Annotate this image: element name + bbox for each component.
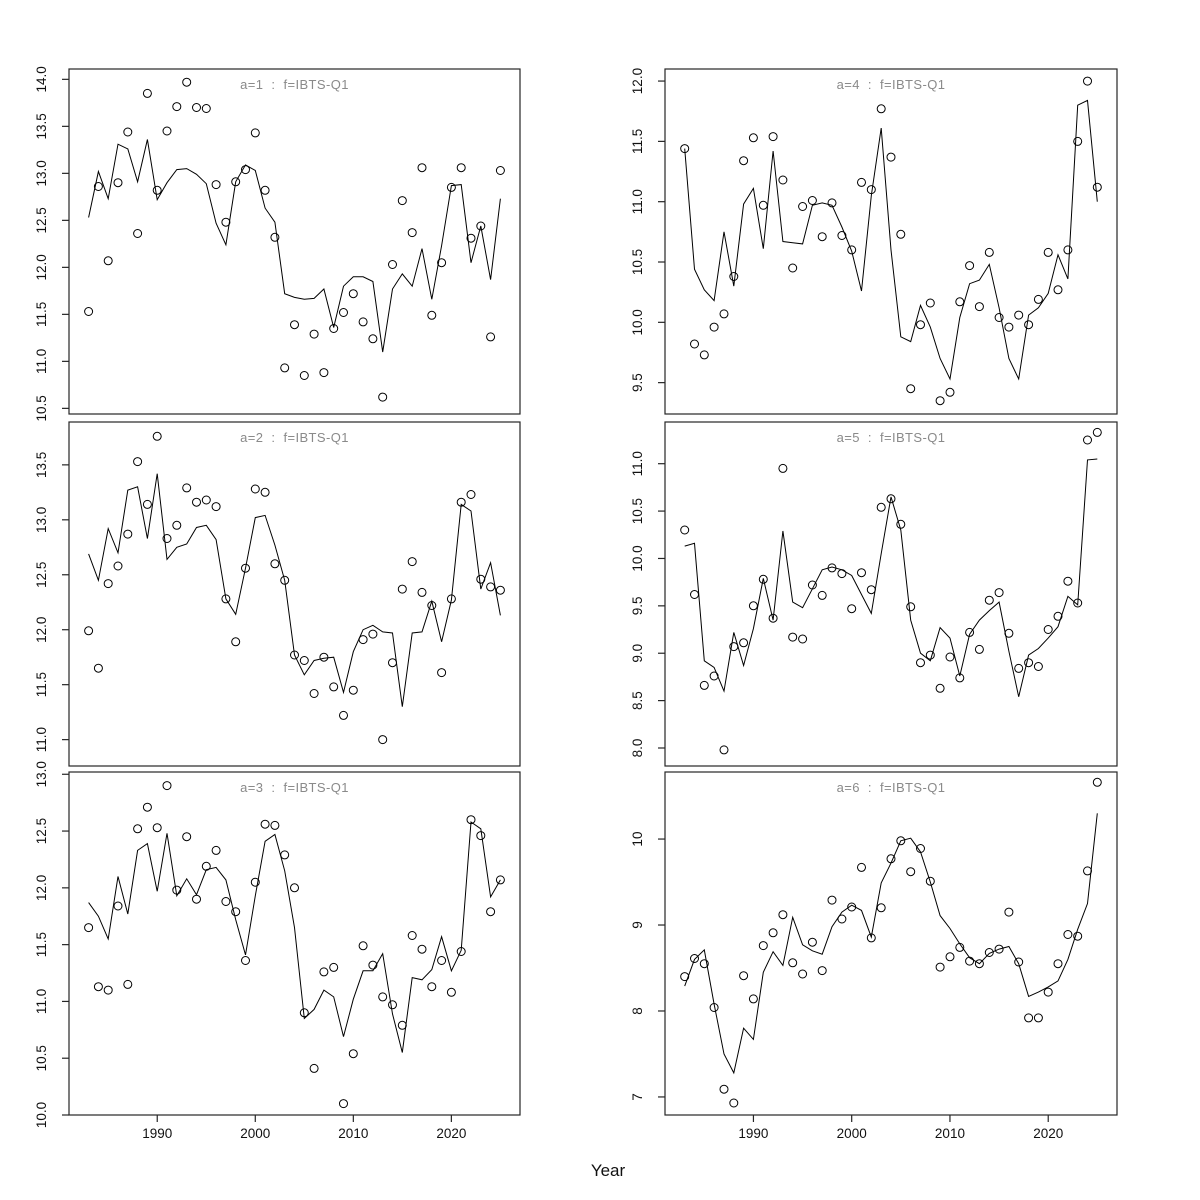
obs-point xyxy=(1054,286,1062,294)
obs-point xyxy=(163,127,171,135)
obs-point xyxy=(359,942,367,950)
panel-box xyxy=(69,772,520,1115)
fit-line xyxy=(685,813,1098,1073)
obs-point xyxy=(340,711,348,719)
obs-point xyxy=(369,630,377,638)
obs-point xyxy=(457,164,465,172)
obs-point xyxy=(956,298,964,306)
y-tick-label: 13.0 xyxy=(34,506,49,533)
obs-point xyxy=(789,633,797,641)
y-tick-label: 11.0 xyxy=(34,726,49,753)
obs-point xyxy=(1044,626,1052,634)
obs-point xyxy=(926,651,934,659)
obs-point xyxy=(193,104,201,112)
y-tick-label: 11.5 xyxy=(34,931,49,958)
obs-point xyxy=(730,273,738,281)
obs-point xyxy=(222,898,230,906)
obs-point xyxy=(212,503,220,511)
obs-point xyxy=(398,1021,406,1029)
obs-point xyxy=(710,323,718,331)
y-tick-label: 12.0 xyxy=(34,254,49,281)
obs-point xyxy=(720,310,728,318)
obs-point xyxy=(291,884,299,892)
obs-point xyxy=(271,233,279,241)
obs-point xyxy=(740,972,748,980)
obs-point xyxy=(740,157,748,165)
x-tick-label: 2020 xyxy=(436,1126,467,1141)
x-axis-title: Year xyxy=(590,1161,626,1180)
obs-point xyxy=(985,248,993,256)
obs-point xyxy=(691,340,699,348)
obs-point xyxy=(193,498,201,506)
y-tick-label: 12.5 xyxy=(34,207,49,234)
obs-point xyxy=(838,570,846,578)
obs-point xyxy=(789,959,797,967)
y-tick-label: 7 xyxy=(630,1093,645,1101)
obs-point xyxy=(1034,295,1042,303)
obs-point xyxy=(320,369,328,377)
obs-point xyxy=(340,309,348,317)
obs-point xyxy=(730,1099,738,1107)
obs-point xyxy=(153,186,161,194)
obs-point xyxy=(1044,988,1052,996)
obs-point xyxy=(779,911,787,919)
fit-line xyxy=(685,100,1098,379)
y-tick-label: 12.0 xyxy=(34,616,49,643)
panel-title-a1: a=1 : f=IBTS-Q1 xyxy=(240,77,349,92)
obs-point xyxy=(114,902,122,910)
obs-point xyxy=(720,746,728,754)
obs-point xyxy=(183,833,191,841)
obs-point xyxy=(946,953,954,961)
obs-point xyxy=(330,683,338,691)
obs-point xyxy=(749,134,757,142)
obs-point xyxy=(1054,960,1062,968)
obs-point xyxy=(1034,1014,1042,1022)
y-tick-label: 10 xyxy=(630,831,645,847)
obs-point xyxy=(173,103,181,111)
obs-point xyxy=(183,484,191,492)
fit-line xyxy=(89,140,501,353)
y-tick-label: 10.0 xyxy=(34,1101,49,1129)
obs-point xyxy=(85,308,93,316)
y-tick-label: 11.0 xyxy=(630,189,645,215)
obs-point xyxy=(917,659,925,667)
x-tick-label: 2010 xyxy=(934,1126,965,1141)
y-tick-label: 12.5 xyxy=(34,817,49,845)
obs-point xyxy=(85,627,93,635)
obs-point xyxy=(936,684,944,692)
obs-point xyxy=(104,257,112,265)
obs-point xyxy=(975,303,983,311)
obs-point xyxy=(867,586,875,594)
obs-point xyxy=(710,672,718,680)
panel-box xyxy=(69,69,520,414)
obs-point xyxy=(749,995,757,1003)
obs-point xyxy=(467,491,475,499)
y-tick-label: 9.5 xyxy=(630,373,645,393)
obs-point xyxy=(300,657,308,665)
y-tick-label: 11.0 xyxy=(34,988,49,1015)
obs-point xyxy=(114,179,122,187)
obs-point xyxy=(193,895,201,903)
obs-point xyxy=(858,178,866,186)
obs-point xyxy=(104,986,112,994)
x-tick-label: 2010 xyxy=(338,1126,369,1141)
obs-point xyxy=(271,560,279,568)
obs-point xyxy=(1064,246,1072,254)
obs-point xyxy=(966,957,974,965)
obs-point xyxy=(887,855,895,863)
obs-point xyxy=(104,580,112,588)
obs-point xyxy=(379,736,387,744)
obs-point xyxy=(124,980,132,988)
panel-box xyxy=(665,422,1117,766)
y-tick-label: 10.0 xyxy=(630,309,645,336)
obs-point xyxy=(320,968,328,976)
x-tick-label: 2020 xyxy=(1033,1126,1064,1141)
obs-point xyxy=(946,653,954,661)
obs-point xyxy=(202,496,210,504)
obs-point xyxy=(398,585,406,593)
obs-point xyxy=(212,846,220,854)
y-tick-label: 11.5 xyxy=(34,301,49,327)
y-tick-label: 13.5 xyxy=(34,451,49,479)
fit-line xyxy=(89,822,501,1053)
obs-point xyxy=(1054,612,1062,620)
obs-point xyxy=(320,653,328,661)
obs-point xyxy=(447,988,455,996)
obs-point xyxy=(779,464,787,472)
obs-point xyxy=(261,488,269,496)
x-tick-label: 1990 xyxy=(738,1126,769,1141)
obs-point xyxy=(389,261,397,269)
obs-point xyxy=(877,105,885,113)
obs-point xyxy=(1005,323,1013,331)
y-tick-label: 8.0 xyxy=(630,738,645,758)
y-tick-label: 12.0 xyxy=(630,67,645,95)
obs-point xyxy=(124,530,132,538)
obs-point xyxy=(877,904,885,912)
y-tick-label: 11.5 xyxy=(630,128,645,155)
obs-point xyxy=(310,1064,318,1072)
obs-point xyxy=(251,485,259,493)
obs-point xyxy=(799,203,807,211)
obs-point xyxy=(1084,867,1092,875)
obs-point xyxy=(1044,248,1052,256)
y-tick-label: 11.0 xyxy=(630,451,645,477)
obs-point xyxy=(1064,931,1072,939)
obs-point xyxy=(720,1085,728,1093)
obs-point xyxy=(438,669,446,677)
obs-point xyxy=(124,128,132,136)
obs-point xyxy=(281,364,289,372)
y-tick-label: 8.5 xyxy=(630,691,645,711)
obs-point xyxy=(496,586,504,594)
obs-point xyxy=(1025,659,1033,667)
obs-point xyxy=(202,862,210,870)
obs-point xyxy=(232,638,240,646)
obs-point xyxy=(848,605,856,613)
obs-point xyxy=(143,500,151,508)
obs-point xyxy=(818,233,826,241)
y-tick-label: 10.5 xyxy=(630,497,645,525)
obs-point xyxy=(769,133,777,141)
obs-point xyxy=(242,957,250,965)
obs-point xyxy=(769,929,777,937)
obs-point xyxy=(907,603,915,611)
obs-point xyxy=(818,967,826,975)
obs-point xyxy=(143,803,151,811)
obs-point xyxy=(985,596,993,604)
y-tick-label: 10.5 xyxy=(34,395,49,422)
obs-point xyxy=(759,942,767,950)
obs-point xyxy=(134,458,142,466)
y-tick-label: 13.0 xyxy=(34,761,49,788)
obs-point xyxy=(359,636,367,644)
obs-point xyxy=(799,970,807,978)
obs-point xyxy=(369,335,377,343)
obs-point xyxy=(300,372,308,380)
obs-point xyxy=(858,569,866,577)
obs-point xyxy=(251,129,259,137)
obs-point xyxy=(222,218,230,226)
obs-point xyxy=(389,659,397,667)
obs-point xyxy=(310,330,318,338)
obs-point xyxy=(808,938,816,946)
obs-point xyxy=(496,167,504,175)
obs-point xyxy=(907,385,915,393)
obs-point xyxy=(1015,664,1023,672)
obs-point xyxy=(349,686,357,694)
y-tick-label: 10.0 xyxy=(630,545,645,572)
y-tick-label: 13.0 xyxy=(34,160,49,187)
obs-point xyxy=(85,924,93,932)
obs-point xyxy=(114,562,122,570)
obs-point xyxy=(349,1050,357,1058)
obs-point xyxy=(1034,663,1042,671)
panel-title-a5: a=5 : f=IBTS-Q1 xyxy=(836,430,946,445)
obs-point xyxy=(808,197,816,205)
obs-point xyxy=(691,591,699,599)
obs-point xyxy=(330,963,338,971)
fit-line xyxy=(89,474,501,707)
obs-point xyxy=(700,351,708,359)
obs-point xyxy=(379,393,387,401)
obs-point xyxy=(340,1100,348,1108)
obs-point xyxy=(94,983,102,991)
y-tick-label: 12.0 xyxy=(34,874,49,901)
x-tick-label: 1990 xyxy=(142,1126,173,1141)
obs-point xyxy=(799,635,807,643)
obs-point xyxy=(749,602,757,610)
obs-point xyxy=(428,311,436,319)
obs-point xyxy=(897,520,905,528)
obs-point xyxy=(681,973,689,981)
obs-point xyxy=(779,176,787,184)
obs-point xyxy=(1025,1014,1033,1022)
obs-point xyxy=(1005,629,1013,637)
y-tick-label: 9.0 xyxy=(630,643,645,663)
obs-point xyxy=(153,824,161,832)
obs-point xyxy=(759,201,767,209)
obs-point xyxy=(418,945,426,953)
obs-point xyxy=(975,645,983,653)
obs-point xyxy=(477,575,485,583)
obs-point xyxy=(1074,932,1082,940)
obs-point xyxy=(408,558,416,566)
obs-point xyxy=(917,321,925,329)
obs-point xyxy=(261,820,269,828)
obs-point xyxy=(887,153,895,161)
obs-point xyxy=(907,868,915,876)
obs-point xyxy=(681,526,689,534)
obs-point xyxy=(134,230,142,238)
y-tick-label: 13.5 xyxy=(34,113,49,140)
obs-point xyxy=(691,955,699,963)
obs-point xyxy=(700,681,708,689)
obs-point xyxy=(310,690,318,698)
obs-point xyxy=(477,832,485,840)
obs-point xyxy=(134,825,142,833)
obs-point xyxy=(936,397,944,405)
obs-point xyxy=(408,932,416,940)
y-tick-label: 14.0 xyxy=(34,66,49,93)
obs-point xyxy=(838,232,846,240)
obs-point xyxy=(1005,908,1013,916)
obs-point xyxy=(838,915,846,923)
panel-title-a4: a=4 : f=IBTS-Q1 xyxy=(836,77,946,92)
obs-point xyxy=(408,229,416,237)
obs-point xyxy=(173,521,181,529)
x-tick-label: 2000 xyxy=(240,1126,271,1141)
obs-point xyxy=(418,588,426,596)
obs-point xyxy=(487,333,495,341)
obs-point xyxy=(212,181,220,189)
obs-point xyxy=(487,908,495,916)
obs-point xyxy=(281,851,289,859)
x-tick-label: 2000 xyxy=(836,1126,867,1141)
obs-point xyxy=(1025,321,1033,329)
obs-point xyxy=(1093,183,1101,191)
y-tick-label: 8 xyxy=(630,1007,645,1015)
obs-point xyxy=(398,197,406,205)
obs-point xyxy=(438,957,446,965)
obs-point xyxy=(877,503,885,511)
obs-point xyxy=(418,164,426,172)
obs-point xyxy=(995,589,1003,597)
obs-point xyxy=(897,230,905,238)
panel-box xyxy=(665,772,1117,1115)
obs-point xyxy=(271,821,279,829)
obs-point xyxy=(740,639,748,647)
y-tick-label: 11.0 xyxy=(34,348,49,374)
panel-title-a2: a=2 : f=IBTS-Q1 xyxy=(240,430,349,445)
obs-point xyxy=(379,993,387,1001)
panel-box xyxy=(665,69,1117,414)
obs-point xyxy=(926,299,934,307)
obs-point xyxy=(995,314,1003,322)
obs-point xyxy=(202,105,210,113)
obs-point xyxy=(936,963,944,971)
obs-point xyxy=(1074,137,1082,145)
obs-point xyxy=(1064,577,1072,585)
obs-point xyxy=(1015,311,1023,319)
obs-point xyxy=(789,264,797,272)
obs-point xyxy=(966,262,974,270)
y-tick-label: 9 xyxy=(630,921,645,929)
obs-point xyxy=(389,1001,397,1009)
y-tick-label: 12.5 xyxy=(34,561,49,588)
y-tick-label: 9.5 xyxy=(630,596,645,616)
obs-point xyxy=(291,321,299,329)
panel-title-a3: a=3 : f=IBTS-Q1 xyxy=(240,780,349,795)
obs-point xyxy=(232,908,240,916)
obs-point xyxy=(94,664,102,672)
obs-point xyxy=(818,591,826,599)
obs-point xyxy=(828,896,836,904)
obs-point xyxy=(359,318,367,326)
y-tick-label: 10.5 xyxy=(630,248,645,276)
obs-point xyxy=(261,186,269,194)
obs-point xyxy=(428,983,436,991)
obs-point xyxy=(487,583,495,591)
obs-point xyxy=(946,388,954,396)
y-tick-label: 10.5 xyxy=(34,1045,49,1072)
y-tick-label: 11.5 xyxy=(34,672,49,698)
obs-point xyxy=(858,863,866,871)
obs-point xyxy=(349,290,357,298)
panel-title-a6: a=6 : f=IBTS-Q1 xyxy=(836,780,946,795)
